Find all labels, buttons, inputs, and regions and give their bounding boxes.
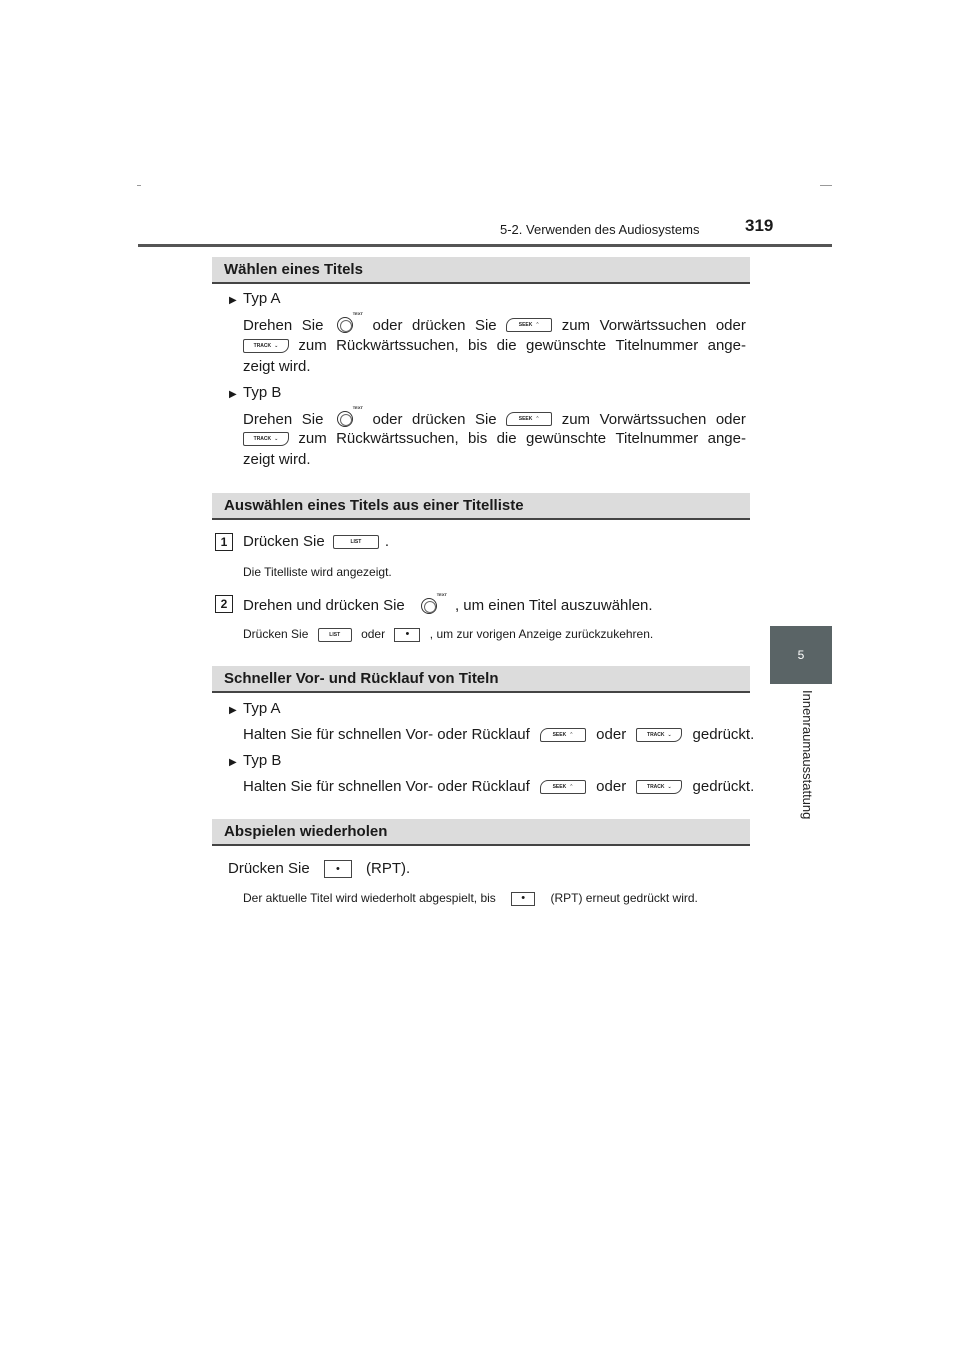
type-label: Typ B	[243, 384, 282, 401]
paragraph-line: Drehen Sie TEXT oder drücken Sie SEEK ⌃ zum Vorwärtssuchen oder	[243, 405, 746, 428]
paragraph-line: Halten Sie für schnellen Vor- oder Rücklauf SEEK ⌃ oder TRACK ⌄ gedrückt.	[243, 778, 755, 795]
list-button-icon: LIST	[318, 628, 352, 642]
seek-button-icon: SEEK ⌃	[540, 728, 586, 742]
section-heading-repeat: Abspielen wiederholen	[212, 819, 750, 846]
section-heading-fast-forward: Schneller Vor- und Rücklauf von Titeln	[212, 666, 750, 693]
paragraph-line: Drehen Sie TEXT oder drücken Sie SEEK ⌃ zum Vorwärtssuchen oder	[243, 311, 746, 334]
step-number: 2	[215, 595, 233, 613]
rpt-button-icon: •	[511, 892, 535, 906]
bullet-arrow-icon: ▶	[229, 389, 237, 400]
type-label: Typ B	[243, 752, 282, 769]
track-button-icon: TRACK ⌄	[636, 728, 682, 742]
step-number: 1	[215, 533, 233, 551]
track-button-icon: TRACK ⌄	[636, 780, 682, 794]
type-label: Typ A	[243, 700, 281, 717]
paragraph-line: Drücken Sie • (RPT).	[228, 860, 411, 877]
tune-knob-icon: TEXT	[333, 409, 363, 429]
paragraph-line: Halten Sie für schnellen Vor- oder Rücklauf SEEK ⌃ oder TRACK ⌄ gedrückt.	[243, 726, 755, 743]
back-button-icon: •	[394, 628, 420, 642]
header-rule	[138, 244, 832, 247]
tune-knob-icon: TEXT	[333, 315, 363, 335]
bullet-arrow-icon: ▶	[229, 295, 237, 306]
page-number: 319	[745, 216, 774, 235]
bullet-arrow-icon: ▶	[229, 705, 237, 716]
paragraph-line: zeigt wird.	[243, 358, 311, 375]
chapter-tab: 5	[770, 626, 832, 684]
seek-button-icon: SEEK ⌃	[506, 412, 552, 426]
step-note: Die Titelliste wird angezeigt.	[243, 565, 392, 579]
running-header: 5-2. Verwenden des Audiosystems	[500, 222, 700, 237]
crop-mark-right	[820, 185, 832, 186]
section-heading-title-list: Auswählen eines Titels aus einer Titelliste	[212, 493, 750, 520]
section-heading-select-title: Wählen eines Titels	[212, 257, 750, 284]
tune-knob-icon: TEXT	[417, 596, 447, 616]
step-text: Drehen und drücken Sie TEXT , um einen Titel auszuwählen.	[243, 596, 653, 616]
seek-button-icon: SEEK ⌃	[506, 318, 552, 332]
bullet-arrow-icon: ▶	[229, 757, 237, 768]
rpt-button-icon: •	[324, 860, 352, 878]
step-note: Drücken Sie LIST oder • , um zur vorigen Anzeige zurückzukehren.	[243, 627, 654, 641]
list-button-icon: LIST	[333, 535, 379, 549]
type-label: Typ A	[243, 290, 281, 307]
track-button-icon: TRACK ⌄	[243, 339, 289, 353]
paragraph-line: zeigt wird.	[243, 451, 311, 468]
chapter-label: Innenraumausstattung	[800, 690, 815, 820]
seek-button-icon: SEEK ⌃	[540, 780, 586, 794]
step-text: Drücken Sie LIST .	[243, 533, 390, 550]
paragraph-note: Der aktuelle Titel wird wiederholt abgespielt, bis • (RPT) erneut gedrückt wird.	[243, 891, 698, 905]
crop-mark-left	[137, 185, 141, 186]
track-button-icon: TRACK ⌄	[243, 432, 289, 446]
paragraph-line: TRACK ⌄ zum Rückwärtssuchen, bis die gewünschte Titelnummer ange-	[243, 337, 746, 354]
paragraph-line: TRACK ⌄ zum Rückwärtssuchen, bis die gewünschte Titelnummer ange-	[243, 430, 746, 447]
